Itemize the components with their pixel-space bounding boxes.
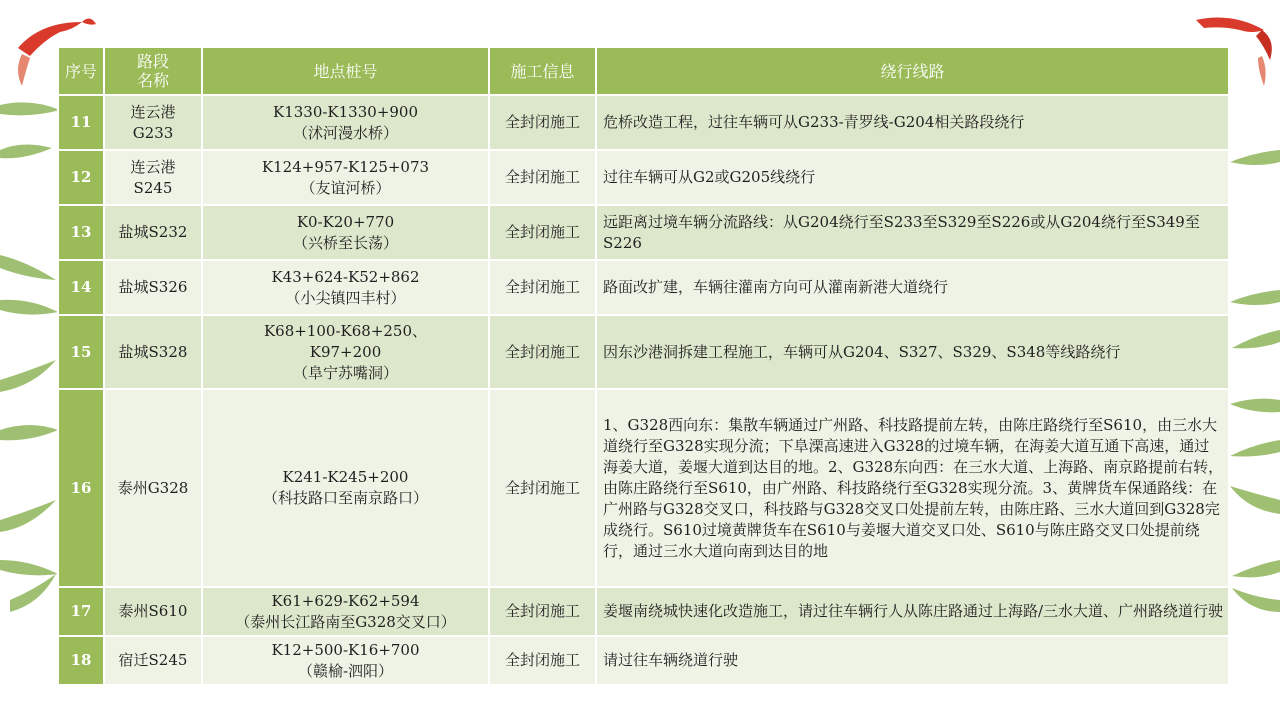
segment-line: 宿迁S245 — [118, 651, 188, 669]
location-line: （阜宁苏嘴洞） — [292, 363, 398, 382]
location-line: K97+200 — [309, 342, 382, 361]
location-line: （友谊河桥） — [300, 178, 391, 197]
row-detour: 过往车辆可从G2或G205线绕行 — [596, 150, 1229, 205]
table-row — [58, 260, 1229, 315]
row-segment — [104, 587, 202, 636]
row-detour: 请过往车辆绕道行驶 — [596, 636, 1229, 685]
location-line: K241-K245+200 — [282, 468, 409, 486]
row-number: 13 — [58, 205, 104, 260]
row-detour: 远距离过境车辆分流路线：从G204绕行至S233至S329至S226或从G204绕行至S349至S226 — [596, 205, 1229, 260]
row-location — [202, 587, 489, 636]
row-segment — [104, 95, 202, 150]
segment-line: G233 — [132, 123, 174, 142]
location-line: （泰州长江路南至G328交叉口） — [235, 612, 456, 631]
location-line: K12+500-K16+700 — [271, 640, 420, 659]
row-segment — [104, 315, 202, 389]
row-location — [202, 150, 489, 205]
header-detour: 绕行线路 — [596, 47, 1229, 95]
row-location — [202, 260, 489, 315]
segment-line: 连云港 — [130, 157, 176, 176]
row-segment — [104, 150, 202, 205]
location-line: K68+100-K68+250、 — [263, 321, 428, 340]
row-info: 全封闭施工 — [489, 205, 596, 260]
header-segment — [104, 47, 202, 95]
row-info: 全封闭施工 — [489, 315, 596, 389]
header-segment-line: 名称 — [136, 71, 169, 90]
road-closure-table — [57, 46, 1230, 686]
location-line: K0-K20+770 — [296, 212, 395, 231]
location-line: （沭河漫水桥） — [292, 123, 398, 142]
row-info: 全封闭施工 — [489, 95, 596, 150]
row-detour: 因东沙港洞拆建工程施工，车辆可从G204、S327、S329、S348等线路绕行 — [596, 315, 1229, 389]
row-segment — [104, 205, 202, 260]
location-line: （科技路口至南京路口） — [262, 489, 428, 507]
row-number: 11 — [58, 95, 104, 150]
row-number: 17 — [58, 587, 104, 636]
table-row — [58, 205, 1229, 260]
table-row — [58, 389, 1229, 587]
row-number: 16 — [58, 389, 104, 587]
location-line: K124+957-K125+073 — [261, 157, 430, 176]
table-row — [58, 150, 1229, 205]
row-segment — [104, 636, 202, 685]
row-info: 全封闭施工 — [489, 587, 596, 636]
row-number: 14 — [58, 260, 104, 315]
row-segment — [104, 389, 202, 587]
header-info: 施工信息 — [489, 47, 596, 95]
header-location: 地点桩号 — [202, 47, 489, 95]
bamboo-leaf-icon — [0, 102, 60, 612]
table-row — [58, 636, 1229, 685]
row-detour: 1、G328西向东：集散车辆通过广州路、科技路提前左转，由陈庄路绕行至S610，由三水大道绕行至G328实现分流；下阜溧高速进入G328的过境车辆，在海姜大道互通下高速，通过海姜大道，姜堰大道到达目的地。2、G328东向西：在三水大道、上海路、南京路提前右转，由陈庄路绕行至S610，由广州路、科技路绕行至G328实现分流。3、黄牌货车保通路线：在广州路与G328交叉口，科技路与G328交叉口处提前左转，由陈庄路、三水大道回到G328完成绕行。S610过境黄牌货车在S610与姜堰大道交叉口处、S610与陈庄路交叉口处提前绕行，通过三水大道向南到达目的地 — [596, 389, 1229, 587]
row-detour: 姜堰南绕城快速化改造施工，请过往车辆行人从陈庄路通过上海路/三水大道、广州路绕道行驶 — [596, 587, 1229, 636]
segment-line: 泰州G328 — [117, 478, 189, 497]
row-info: 全封闭施工 — [489, 636, 596, 685]
table-header-row — [58, 47, 1229, 95]
row-info: 全封闭施工 — [489, 150, 596, 205]
row-number: 12 — [58, 150, 104, 205]
bamboo-leaf-icon — [1230, 150, 1280, 612]
header-segment-line: 路段 — [136, 52, 169, 71]
row-location — [202, 315, 489, 389]
segment-line: 盐城S328 — [118, 342, 188, 361]
row-location — [202, 389, 489, 587]
location-line: （赣榆-泗阳） — [297, 661, 394, 680]
segment-line: 连云港 — [130, 102, 176, 121]
row-number: 18 — [58, 636, 104, 685]
row-detour: 危桥改造工程，过往车辆可从G233-青罗线-G204相关路段绕行 — [596, 95, 1229, 150]
row-info: 全封闭施工 — [489, 260, 596, 315]
row-detour: 路面改扩建，车辆往灌南方向可从灌南新港大道绕行 — [596, 260, 1229, 315]
segment-line: 盐城S232 — [118, 223, 188, 241]
row-info: 全封闭施工 — [489, 389, 596, 587]
row-location — [202, 636, 489, 685]
segment-line: 盐城S326 — [118, 278, 188, 296]
segment-line: 泰州S610 — [118, 602, 188, 620]
location-line: K1330-K1330+900 — [272, 102, 419, 121]
location-line: K43+624-K52+862 — [271, 267, 420, 286]
location-line: （兴桥至长荡） — [292, 233, 398, 252]
row-number: 15 — [58, 315, 104, 389]
location-line: K61+629-K62+594 — [271, 591, 420, 610]
header-num: 序号 — [58, 47, 104, 95]
row-location — [202, 205, 489, 260]
table-row — [58, 587, 1229, 636]
table-row — [58, 315, 1229, 389]
segment-line: S245 — [133, 178, 173, 197]
row-location — [202, 95, 489, 150]
row-segment — [104, 260, 202, 315]
location-line: （小尖镇四丰村） — [285, 288, 406, 307]
table-row — [58, 95, 1229, 150]
